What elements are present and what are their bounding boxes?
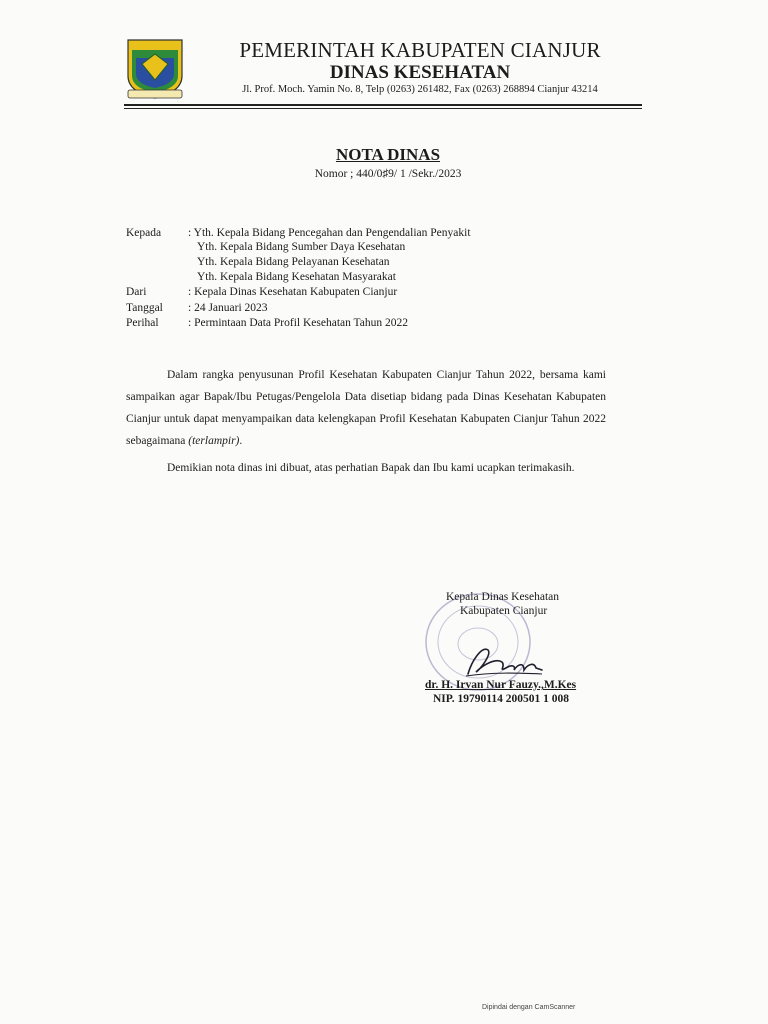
letterhead-agency: DINAS KESEHATAN — [329, 62, 511, 83]
para1-italic: (terlampir) — [188, 435, 240, 447]
para1-end: . — [239, 435, 243, 447]
tanggal-label: Tanggal — [126, 302, 163, 314]
kepada-line-4: Yth. Kepala Bidang Kesehatan Masyarakat — [197, 271, 396, 283]
dari-value: : Kepala Dinas Kesehatan Kabupaten Cianjur — [188, 286, 398, 298]
document-number: Nomor ; 440/0♯9/ 1 /Sekr./2023 — [314, 168, 462, 180]
letterhead-government: PEMERINTAH KABUPATEN CIANJUR — [239, 38, 601, 62]
signatory-title-2: Kabupaten Cianjur — [460, 605, 548, 617]
cianjur-emblem-logo — [124, 36, 186, 100]
signatory-nip: NIP. 19790114 200501 1 008 — [433, 693, 569, 705]
signatory-name: dr. H. Irvan Nur Fauzy.,M.Kes — [425, 679, 577, 691]
kepada-line-2: Yth. Kepala Bidang Sumber Daya Kesehatan — [197, 241, 406, 253]
para1-text: Dalam rangka penyusunan Profil Kesehatan Kabupaten Cianjur Tahun 2022, bersama kami sampaikan agar Bapak/Ibu Petugas/Pengelola Data disetiap bidang pada Dinas Kesehatan Kabupaten Cianjur untuk dapat menyampaikan data kelengkapan Profil Kesehatan Kabupaten Cianjur Tahun 2022 sebagaimana — [126, 369, 606, 447]
scanner-watermark: Dipindai dengan CamScanner — [482, 1004, 576, 1011]
kepada-line-3: Yth. Kepala Bidang Pelayanan Kesehatan — [197, 256, 390, 268]
perihal-label: Perihal — [126, 317, 159, 329]
handwritten-signature — [462, 640, 546, 680]
dari-label: Dari — [126, 286, 147, 298]
body-paragraph-1 — [126, 364, 606, 452]
letterhead-rule-thick — [124, 104, 642, 106]
tanggal-value: : 24 Januari 2023 — [188, 302, 268, 314]
kepada-label: Kepada — [126, 227, 162, 239]
perihal-value: : Permintaan Data Profil Kesehatan Tahun 2022 — [188, 317, 408, 329]
letterhead-address: Jl. Prof. Moch. Yamin No. 8, Telp (0263) 261482, Fax (0263) 268894 Cianjur 43214 — [242, 84, 598, 95]
document-title: NOTA DINAS — [335, 145, 441, 164]
letterhead-rule-thin — [124, 108, 642, 109]
signatory-title-1: Kepala Dinas Kesehatan — [446, 591, 560, 603]
kepada-line-1: : Yth. Kepala Bidang Pencegahan dan Pengendalian Penyakit — [188, 227, 471, 239]
body-paragraph-2: Demikian nota dinas ini dibuat, atas perhatian Bapak dan Ibu kami ucapkan terimakasih. — [167, 462, 575, 474]
